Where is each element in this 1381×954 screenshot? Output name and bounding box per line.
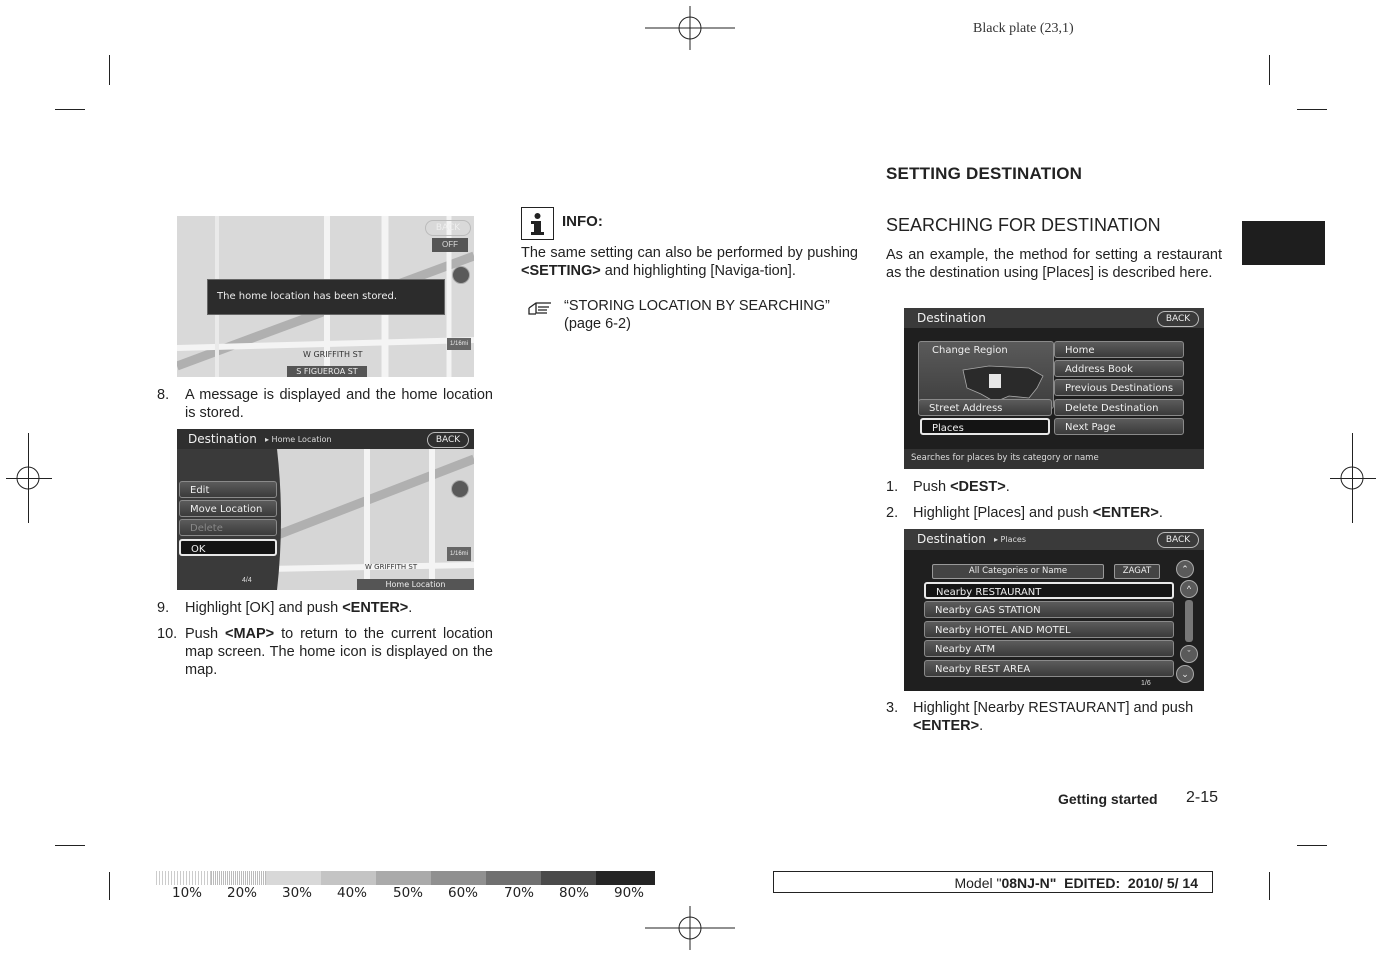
screen-title: Destination (917, 311, 986, 325)
step-9 (157, 599, 494, 619)
step-text: Push <MAP> to return to the current location map screen. The home icon is displayed on the map. (185, 626, 493, 678)
message-box (207, 279, 445, 315)
info-label: INFO: (562, 213, 603, 230)
us-map-icon (959, 362, 1047, 404)
scroll-top-icon[interactable]: ⌃ (1176, 560, 1194, 578)
step-number: 1. (886, 479, 899, 495)
registration-circle-left (6, 456, 52, 502)
street-label: S FIGUEROA ST (287, 366, 367, 377)
list-item-nearby-atm[interactable]: Nearby ATM (924, 640, 1174, 657)
hint-text: Searches for places by its category or name (911, 453, 1099, 463)
menu-item-delete[interactable]: Delete (179, 519, 277, 536)
street-label: W GRIFFITH ST (365, 563, 418, 571)
section-heading: SETTING DESTINATION (886, 164, 1083, 183)
zoom-icon[interactable] (452, 266, 470, 284)
step-text: Highlight [Nearby RESTAURANT] and push <ENTER>. (913, 700, 1194, 734)
menu-item-places[interactable]: Places (920, 418, 1050, 435)
hint-bar (904, 449, 1204, 469)
home-location-screenshot (177, 429, 474, 590)
page-indicator: 4/4 (242, 577, 252, 584)
message-text: The home location has been stored. (217, 291, 398, 302)
plate-label: Black plate (23,1) (973, 21, 1074, 36)
map-screenshot-stored (177, 216, 474, 377)
list-item-nearby-rest-area[interactable]: Nearby REST AREA (924, 660, 1174, 677)
title-bar (904, 308, 1204, 328)
off-button[interactable]: OFF (432, 238, 468, 252)
scale-indicator: 1/16mi (447, 547, 471, 561)
menu-item-edit[interactable]: Edit (179, 481, 277, 498)
step-number: 3. (886, 700, 899, 716)
zagat-button[interactable]: ZAGAT (1114, 564, 1160, 579)
scroll-up-icon[interactable]: ^ (1180, 580, 1198, 598)
scroll-bottom-icon[interactable]: ⌄ (1176, 665, 1194, 683)
breadcrumb: ▸ Home Location (265, 435, 332, 444)
intro-paragraph: As an example, the method for setting a restaurant as the destination using [Places] is described here. (886, 247, 1222, 281)
step-text: Highlight [OK] and push <ENTER>. (185, 600, 413, 616)
menu-item-home[interactable]: Home (1054, 341, 1184, 358)
step-text: A message is displayed and the home location is stored. (185, 387, 493, 421)
back-button[interactable]: BACK (1157, 532, 1199, 548)
step-1 (886, 478, 1223, 498)
info-text: The same setting can also be performed by pushing <SETTING> and highlighting [Naviga-tion]. (521, 245, 858, 279)
scale-indicator: 1/16mi (447, 338, 471, 350)
change-region-label: Change Region (932, 345, 1008, 356)
step-8 (157, 386, 494, 424)
reference-text: “STORING LOCATION BY SEARCHING” (page 6-2) (564, 298, 830, 332)
zoom-icon[interactable] (451, 480, 469, 498)
info-icon (521, 207, 554, 240)
footer-label: Home Location (357, 579, 474, 590)
title-bar (177, 429, 474, 449)
back-button[interactable]: BACK (1157, 311, 1199, 327)
scroll-down-icon[interactable]: ˇ (1180, 645, 1198, 663)
step-text: Highlight [Places] and push <ENTER>. (913, 505, 1163, 521)
list-item-nearby-restaurant[interactable]: Nearby RESTAURANT (924, 582, 1174, 599)
step-10 (157, 625, 494, 681)
footer-section: Getting started (1058, 791, 1158, 807)
registration-circle-right (1330, 456, 1376, 502)
registration-mark-top (645, 6, 735, 50)
chapter-tab (1242, 221, 1325, 265)
street-label: W GRIFFITH ST (303, 350, 363, 359)
breadcrumb: ▸ Places (994, 535, 1026, 544)
menu-item-next-page[interactable]: Next Page (1054, 418, 1184, 435)
page-indicator: 1/6 (1141, 680, 1151, 687)
screen-title: Destination (917, 532, 986, 546)
tint-scale-bar (156, 871, 655, 885)
menu-item-delete-destination[interactable]: Delete Destination (1054, 399, 1184, 416)
pointing-hand-icon (527, 299, 555, 317)
back-button[interactable]: BACK (427, 432, 469, 448)
registration-mark-bottom (645, 906, 735, 950)
list-item-nearby-hotel[interactable]: Nearby HOTEL AND MOTEL (924, 621, 1174, 638)
page-number: 2-15 (1186, 789, 1219, 806)
destination-menu-screenshot (904, 308, 1204, 469)
title-bar (904, 529, 1204, 550)
step-number: 9. (157, 600, 170, 616)
list-item-nearby-gas-station[interactable]: Nearby GAS STATION (924, 601, 1174, 618)
step-number: 8. (157, 387, 170, 403)
step-text: Push <DEST>. (913, 479, 1010, 495)
menu-item-ok[interactable]: OK (179, 539, 277, 556)
menu-item-address-book[interactable]: Address Book (1054, 360, 1184, 377)
menu-item-street-address[interactable]: Street Address (918, 399, 1052, 416)
screen-title: Destination (188, 432, 257, 446)
step-number: 2. (886, 505, 899, 521)
scrollbar[interactable] (1185, 600, 1193, 642)
model-edited-box (773, 871, 1213, 893)
step-3 (886, 699, 1223, 739)
menu-item-move-location[interactable]: Move Location (179, 500, 277, 517)
model-text: Model "08NJ-N" EDITED: 2010/ 5/ 14 (954, 875, 1198, 891)
all-categories-button[interactable]: All Categories or Name (932, 564, 1104, 579)
menu-item-previous-destinations[interactable]: Previous Destinations (1054, 379, 1184, 396)
back-button[interactable]: BACK (425, 220, 471, 236)
step-number: 10. (157, 626, 178, 642)
places-list-screenshot (904, 529, 1204, 691)
subsection-heading: SEARCHING FOR DESTINATION (886, 215, 1161, 235)
step-2 (886, 504, 1223, 524)
